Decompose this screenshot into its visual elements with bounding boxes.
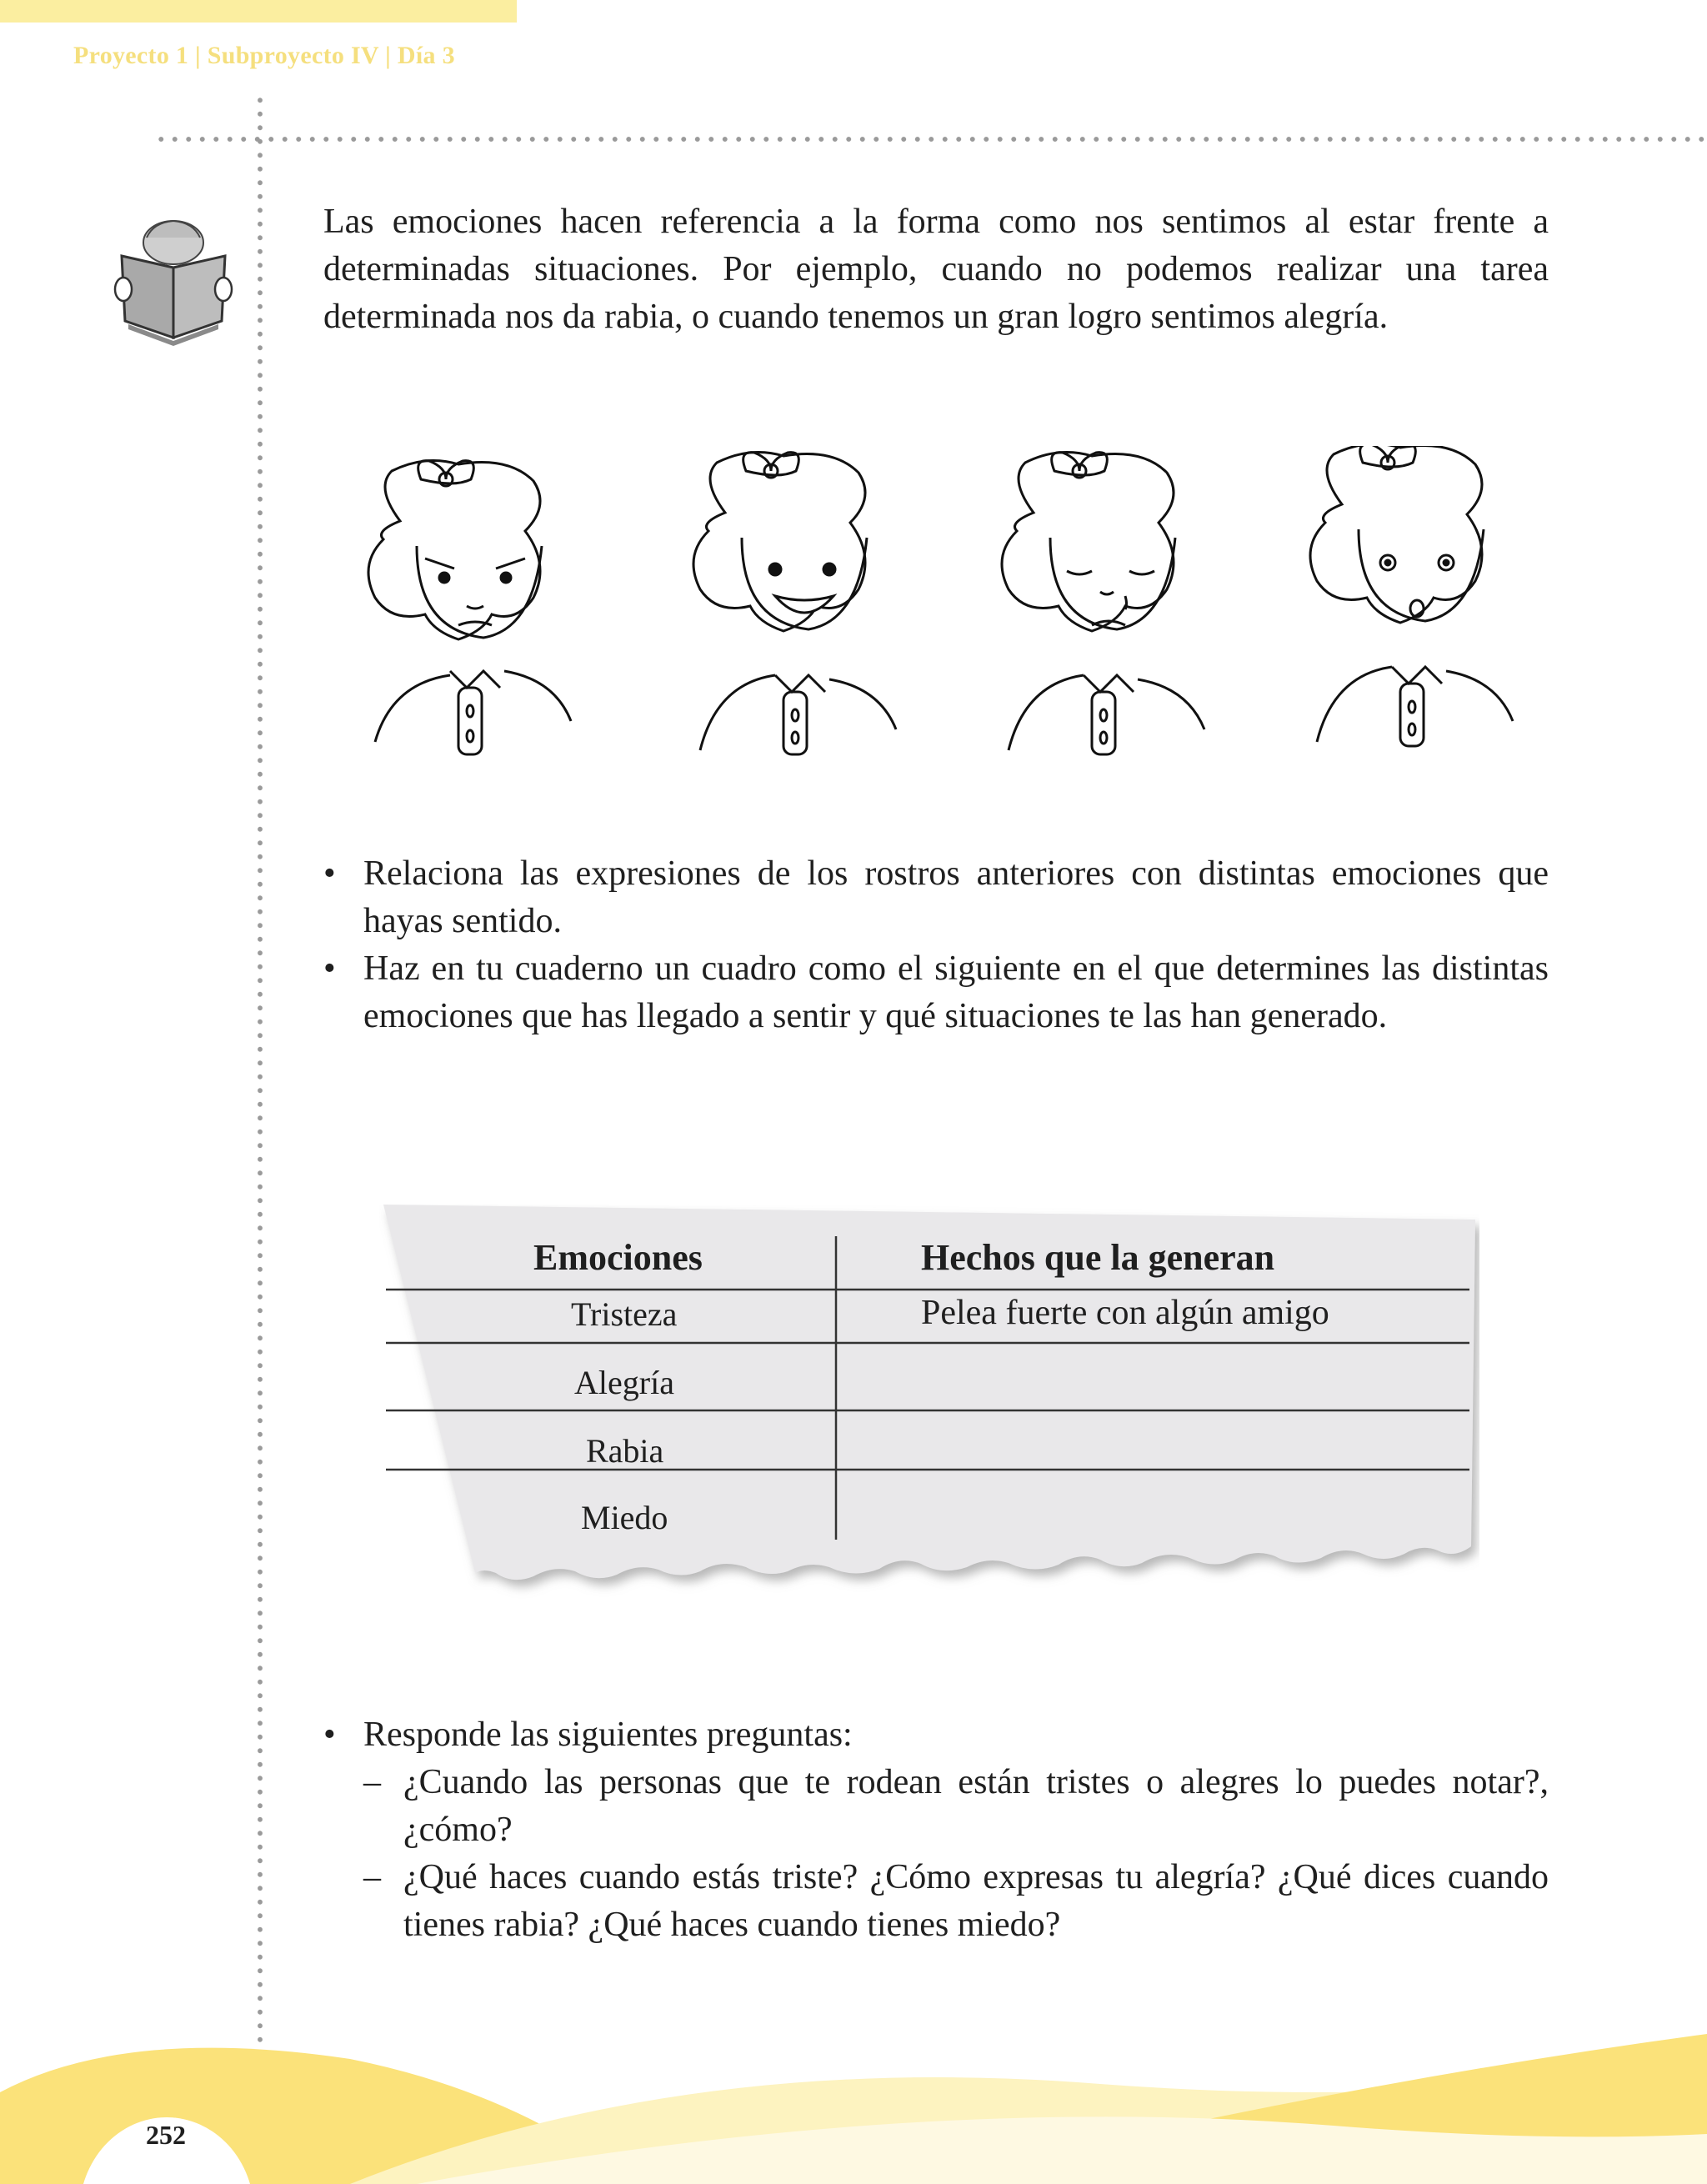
emotions-table <box>379 1205 1479 1605</box>
table-cell-emotion: Tristeza <box>571 1295 678 1333</box>
angry-face <box>368 461 571 755</box>
table-cell-emotion: Miedo <box>581 1499 668 1536</box>
instruction-list <box>323 850 1549 1040</box>
bottom-wave-decoration <box>0 2017 1707 2184</box>
vertical-dotted-rule <box>256 93 264 2061</box>
table-cell-emotion: Rabia <box>586 1432 664 1470</box>
table-cell-emotion: Alegría <box>574 1364 674 1401</box>
horizontal-dotted-rule <box>154 135 1707 143</box>
emotion-faces-illustration <box>342 446 1550 763</box>
scared-face <box>1310 446 1513 746</box>
happy-face <box>693 453 896 755</box>
top-color-band <box>0 0 517 23</box>
questions-list <box>323 1711 1549 1949</box>
question-sublist <box>363 1759 1549 1949</box>
instruction-item: • Haz en tu cuaderno un cuadro como el siguiente en el que determines las distintas emociones que has llegado a sentir y qué situaciones te las han generado. <box>323 945 1549 1040</box>
question-item: – ¿Qué haces cuando estás triste? ¿Cómo expresas tu alegría? ¿Qué dices cuando tienes rabia? ¿Qué haces cuando tienes miedo? <box>363 1854 1549 1949</box>
breadcrumb: Proyecto 1 | Subproyecto IV | Día 3 <box>73 42 455 69</box>
question-item: – ¿Cuando las personas que te rodean están tristes o alegres lo puedes notar?, ¿cómo? <box>363 1759 1549 1854</box>
questions-intro <box>323 1711 1549 1949</box>
table-header-facts: Hechos que la generan <box>921 1237 1275 1278</box>
intro-paragraph: Las emociones hacen referencia a la forma como nos sentimos al estar frente a determinadas situaciones. Por ejemplo, cuando no podemos realizar una tarea determinada nos da rabia, o cuando tenemos un gran logro sentimos alegría. <box>323 203 1549 336</box>
table-header-emotions: Emociones <box>533 1237 703 1278</box>
questions-intro-text: Responde las siguientes preguntas: <box>363 1716 853 1754</box>
table-cell-fact: Pelea fuerte con algún amigo <box>921 1294 1329 1332</box>
page-number: 252 <box>146 2120 186 2150</box>
instruction-item: • Relaciona las expresiones de los rostros anteriores con distintas emociones que hayas sentido. <box>323 850 1549 945</box>
child-reading-book-icon <box>107 213 240 346</box>
sad-face <box>1002 453 1204 755</box>
